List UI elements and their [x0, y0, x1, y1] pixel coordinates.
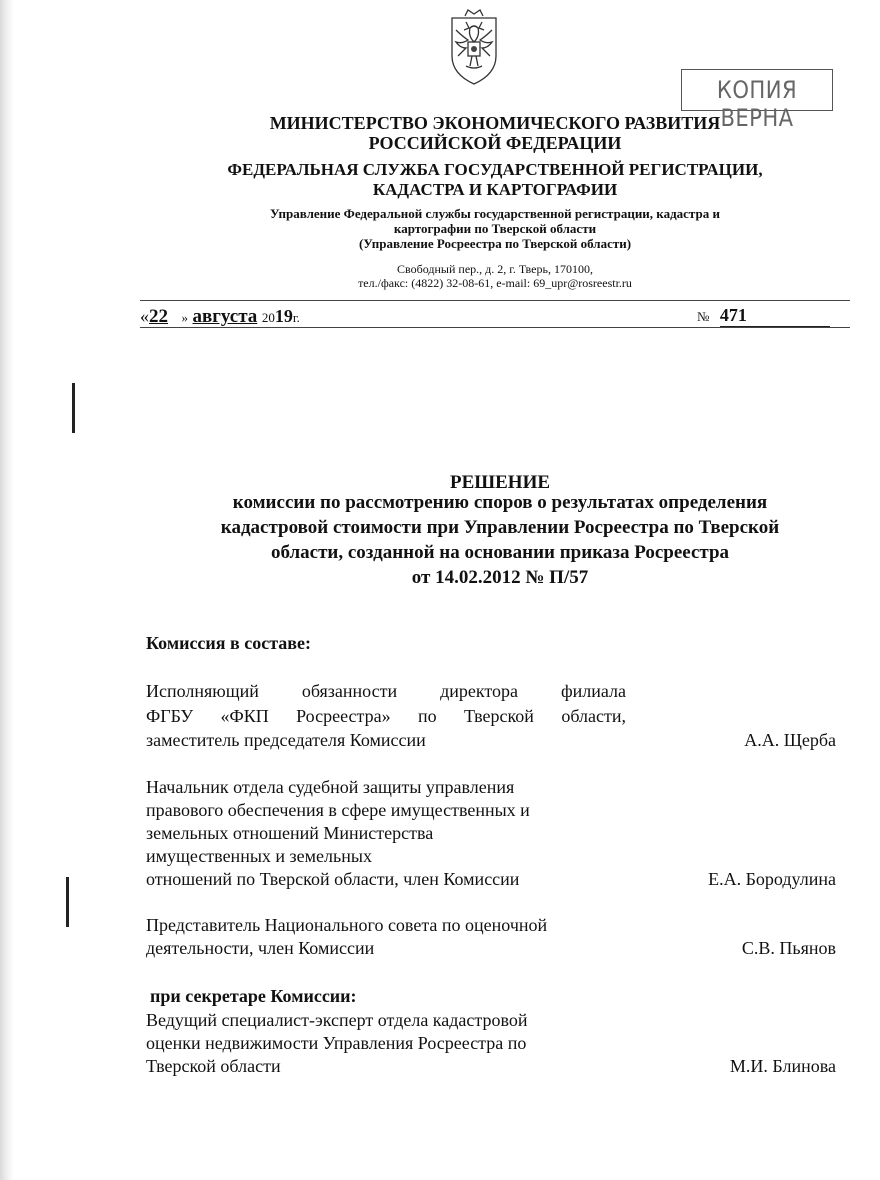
title-line-4: от 14.02.2012 № П/57: [411, 567, 589, 588]
member-3-line-2: деятельности, член Комиссии: [146, 938, 375, 958]
secretary-name: М.И. Блинова: [729, 1056, 836, 1076]
department-line-3: (Управление Росреестра по Тверской области): [358, 236, 632, 251]
service-line-2: КАДАСТРА И КАРТОГРАФИИ: [372, 180, 618, 199]
number-label: №: [697, 309, 710, 324]
coat-of-arms-emblem: [442, 8, 506, 88]
ministry-line-1: МИНИСТЕРСТВО ЭКОНОМИЧЕСКОГО РАЗВИТИЯ: [269, 113, 721, 133]
date-year-mark: г.: [292, 310, 300, 325]
member-2-line-3: земельных отношений Министерства: [146, 823, 434, 843]
member-1-line-2: ФГБУ «ФКП Росреестра» по Тверской области,: [146, 706, 626, 726]
member-2-line-1: Начальник отдела судебной защиты управления: [146, 777, 515, 797]
member-2-line-2: правового обеспечения в сфере имущественных и: [146, 800, 530, 820]
contacts-line: тел./факс: (4822) 32-08-61, e-mail: 69_upr@rosreestr.ru: [358, 276, 632, 290]
header-rule-top: [140, 300, 850, 301]
date-year-prefix: 20: [261, 310, 275, 325]
secretary-line-3: Тверской области: [146, 1056, 281, 1076]
member-1-line-1: Исполняющий обязанности директора филиала: [146, 681, 626, 701]
stamp-text: КОПИЯ ВЕРНА: [716, 76, 798, 132]
document-date: [140, 305, 300, 329]
secretary-line-1: Ведущий специалист-эксперт отдела кадастровой: [146, 1010, 528, 1030]
member-1-line-3: заместитель председателя Комиссии: [146, 730, 426, 750]
member-2-name: Е.А. Бородулина: [708, 869, 836, 889]
service-line-1: ФЕДЕРАЛЬНАЯ СЛУЖБА ГОСУДАРСТВЕННОЙ РЕГИСТРАЦИИ,: [227, 160, 763, 179]
member-3-name: С.В. Пьянов: [741, 938, 836, 958]
member-2-line-5: отношений по Тверской области, член Комиссии: [146, 869, 520, 889]
date-open-quote: «: [140, 306, 149, 326]
scan-margin-mark: [72, 383, 75, 433]
date-year-suffix: 19: [274, 306, 293, 326]
title-line-2: кадастровой стоимости при Управлении Росреестра по Тверской: [220, 517, 780, 538]
secretary-line-2: оценки недвижимости Управления Росреестра по: [146, 1033, 527, 1053]
date-close-quote: »: [181, 310, 188, 325]
scan-margin-mark: [66, 877, 69, 927]
date-month: августа: [192, 306, 258, 327]
member-1-name: А.А. Щерба: [744, 730, 836, 750]
composition-heading: Комиссия в составе:: [146, 633, 311, 653]
decision-heading: РЕШЕНИЕ: [449, 472, 551, 493]
title-line-3: области, созданной на основании приказа Росреестра: [270, 542, 730, 563]
copy-certified-stamp: [681, 69, 833, 132]
member-2-line-4: имущественных и земельных: [146, 846, 372, 866]
address-line-1: Свободный пер., д. 2, г. Тверь, 170100,: [397, 262, 593, 276]
member-3-line-1: Представитель Национального совета по оценочной: [146, 915, 548, 935]
ministry-line-2: РОССИЙСКОЙ ФЕДЕРАЦИИ: [368, 133, 622, 153]
number-value: 471: [720, 305, 830, 327]
title-line-1: комиссии по рассмотрению споров о результатах определения: [232, 492, 768, 513]
department-line-1: Управление Федеральной службы государственной регистрации, кадастра и: [270, 206, 720, 221]
date-day: 22: [149, 306, 168, 327]
document-number: [697, 305, 830, 327]
department-line-2: картографии по Тверской области: [393, 221, 597, 236]
scan-left-edge: [0, 0, 14, 1180]
secretary-heading: при секретаре Комиссии:: [150, 986, 357, 1006]
